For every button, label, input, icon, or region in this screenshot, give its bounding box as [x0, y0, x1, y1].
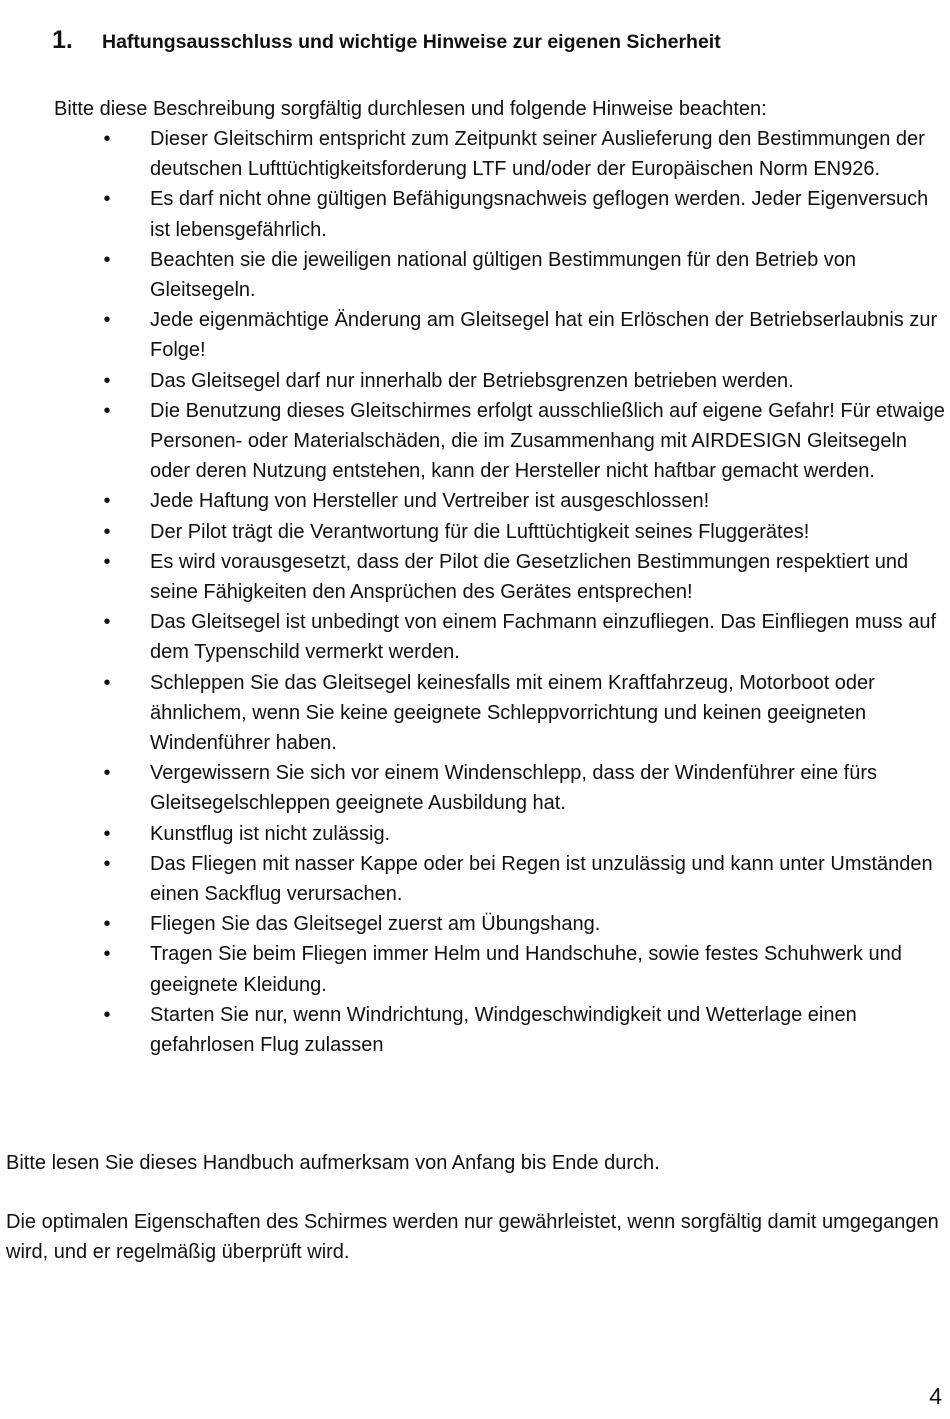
list-item: [100, 486, 948, 516]
section-number: 1.: [52, 26, 73, 54]
bullet-icon: •: [103, 822, 111, 845]
bullet-icon: •: [103, 490, 111, 513]
list-item-text: Dieser Gleitschirm entspricht zum Zeitpunkt seiner Auslieferung den Bestimmungen der deutschen Lufttüchtigkeitsforderung LTF und/oder der Europäischen Norm EN926.: [150, 128, 925, 181]
list-item-text: Kunstflug ist nicht zulässig.: [150, 822, 391, 845]
list-item: [100, 305, 948, 365]
list-item-text: Es darf nicht ohne gültigen Befähigungsnachweis geflogen werden. Jeder Eigenversuch ist lebensgefährlich.: [150, 188, 929, 241]
list-item-text: Jede Haftung von Hersteller und Vertreiber ist ausgeschlossen!: [150, 490, 710, 513]
intro-text: Bitte diese Beschreibung sorgfältig durchlesen und folgende Hinweise beachten:: [54, 98, 767, 120]
list-item-text: Die Benutzung dieses Gleitschirmes erfolgt ausschließlich auf eigene Gefahr! Für etwaige Personen- oder Materialschäden, die im Zusammenhang mit AIRDESIGN Gleitsegeln oder deren Nutzung entstehen, kann der Hersteller nicht haftbar gemacht werden.: [150, 399, 945, 483]
handbook-note: Bitte lesen Sie dieses Handbuch aufmerksam von Anfang bis Ende durch.: [6, 1152, 660, 1174]
bullet-icon: •: [103, 309, 111, 332]
list-item: [100, 607, 948, 667]
bullet-icon: •: [103, 128, 111, 150]
list-item-text: Schleppen Sie das Gleitsegel keinesfalls mit einem Kraftfahrzeug, Motorboot oder ähnlichem, wenn Sie keine geeignete Schleppvorrichtung und keinen geeigneten Windenführer haben.: [150, 671, 875, 755]
list-item: [100, 396, 948, 487]
list-item: [100, 547, 948, 607]
list-item: [100, 184, 948, 244]
list-item: [100, 819, 948, 849]
list-item-text: Beachten sie die jeweiligen national gültigen Bestimmungen für den Betrieb von Gleitsegeln.: [150, 248, 857, 302]
bullet-icon: •: [103, 248, 111, 271]
bullet-icon: •: [103, 762, 111, 785]
care-note: Die optimalen Eigenschaften des Schirmes werden nur gewährleistet, wenn sorgfältig damit umgegangen wird, und er regelmäßig überprüft wird.: [6, 1211, 939, 1264]
bullet-icon: •: [103, 611, 111, 634]
bullet-icon: •: [103, 1003, 111, 1026]
page-number: 4: [929, 1383, 942, 1409]
list-item: [100, 909, 948, 939]
list-item: [100, 366, 948, 396]
bullet-icon: •: [103, 399, 111, 422]
list-item-text: Tragen Sie beim Fliegen immer Helm und Handschuhe, sowie festes Schuhwerk und geeignete Kleidung.: [150, 943, 902, 996]
safety-notice-list: [100, 124, 948, 1060]
bullet-icon: •: [103, 943, 111, 966]
list-item-text: Vergewissern Sie sich vor einem Windenschlepp, dass der Windenführer eine fürs Gleitsegelschleppen geeignete Ausbildung hat.: [150, 762, 878, 815]
list-item-text: Das Fliegen mit nasser Kappe oder bei Regen ist unzulässig und kann unter Umständen einen Sackflug verursachen.: [150, 852, 933, 906]
bullet-icon: •: [103, 913, 111, 936]
bullet-icon: •: [103, 671, 111, 694]
list-item: [100, 517, 948, 547]
section-heading: [52, 26, 721, 55]
list-item-text: Der Pilot trägt die Verantwortung für die Lufttüchtigkeit seines Fluggerätes!: [150, 520, 810, 543]
list-item: [100, 245, 948, 305]
list-item: [100, 849, 948, 909]
bullet-icon: •: [103, 852, 111, 875]
bullet-icon: •: [103, 550, 111, 573]
list-item: [100, 668, 948, 759]
list-item-text: Jede eigenmächtige Änderung am Gleitsegel hat ein Erlöschen der Betriebserlaubnis zur Folge!: [150, 309, 938, 362]
list-item: [100, 124, 948, 184]
list-item-text: Das Gleitsegel darf nur innerhalb der Betriebsgrenzen betrieben werden.: [150, 369, 794, 392]
list-item: [100, 758, 948, 818]
list-item-text: Es wird vorausgesetzt, dass der Pilot die Gesetzlichen Bestimmungen respektiert und seine Fähigkeiten den Ansprüchen des Gerätes entsprechen!: [150, 550, 909, 604]
bullet-icon: •: [103, 369, 111, 392]
bullet-icon: •: [103, 188, 111, 211]
list-item: [100, 939, 948, 999]
list-item-text: Das Gleitsegel ist unbedingt von einem Fachmann einzufliegen. Das Einfliegen muss auf dem Typenschild vermerkt werden.: [150, 611, 936, 664]
list-item: [100, 1000, 948, 1060]
bullet-icon: •: [103, 520, 111, 543]
list-item-text: Fliegen Sie das Gleitsegel zuerst am Übungshang.: [150, 913, 601, 936]
section-title: Haftungsausschluss und wichtige Hinweise zur eigenen Sicherheit: [102, 31, 721, 53]
list-item-text: Starten Sie nur, wenn Windrichtung, Windgeschwindigkeit und Wetterlage einen gefahrlosen Flug zulassen: [150, 1003, 857, 1057]
